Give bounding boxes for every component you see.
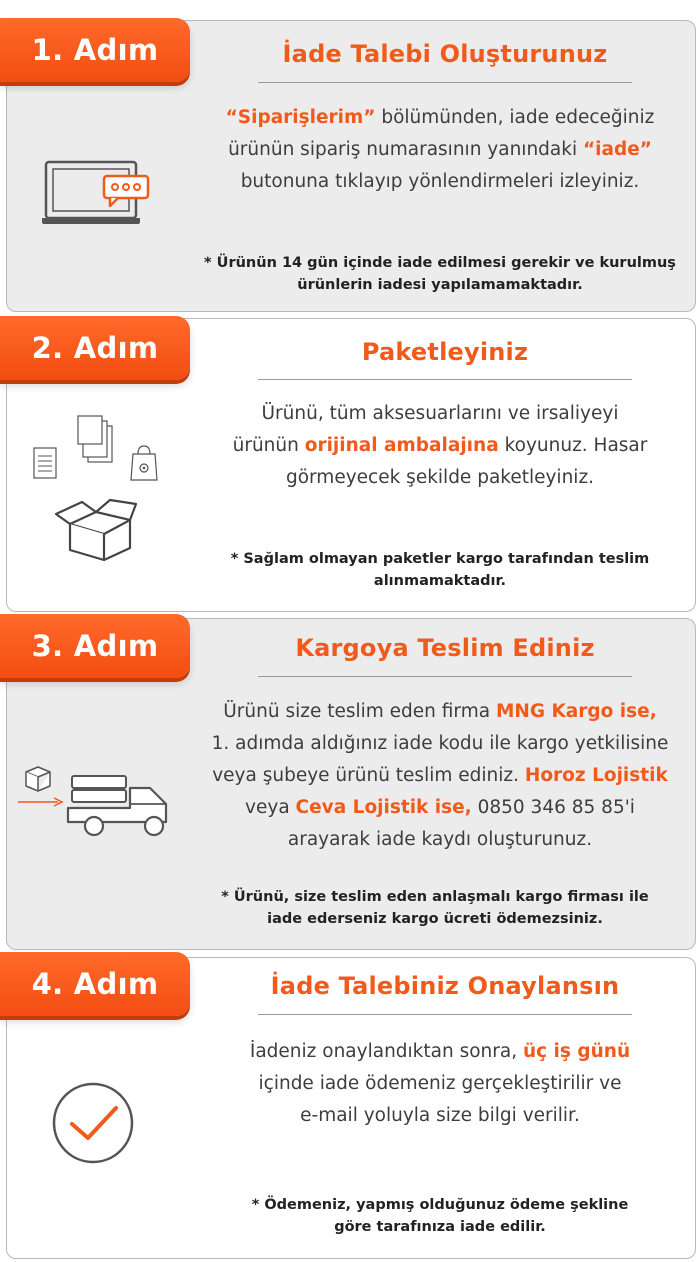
- step-3-note: * Ürünü, size teslim eden anlaşmalı kargo firması ile iade ederseniz kargo ücreti ödemezsiniz.: [221, 889, 649, 927]
- step-2-divider: [258, 379, 632, 380]
- step-2-badge: 2. Adım: [0, 316, 190, 380]
- step-1-badge: 1. Adım: [0, 18, 190, 82]
- step-3-badge: 3. Adım: [0, 614, 190, 678]
- step-3-divider: [258, 676, 632, 677]
- step-4-badge: 4. Adım: [0, 952, 190, 1016]
- packaging-icon: [30, 412, 165, 562]
- step-4-note: * Ödemeniz, yapmış olduğunuz ödeme şekline göre tarafınıza iade edilir.: [251, 1197, 629, 1235]
- step-2-title: Paketleyiniz: [361, 338, 529, 366]
- step-1-note: * Ürünün 14 gün içinde iade edilmesi gerekir ve kurulmuş ürünlerin iadesi yapılamamaktadır.: [204, 255, 676, 293]
- laptop-chat-icon: [40, 160, 152, 226]
- step-3-description: Ürünü size teslim eden firma MNG Kargo ise, 1. adımda aldığınız iade kodu ile kargo yetkilisine veya şubeye ürünü teslim ediniz. Horoz Lojistik veya Ceva Lojistik ise, 0850 346 85 85'i arayarak iade kaydı oluşturunuz.: [211, 701, 669, 850]
- step-4-description: İadeniz onaylandıktan sonra, üç iş günü içinde iade ödemeniz gerçekleştirilir ve e-mail yoluyla size bilgi verilir.: [249, 1041, 631, 1126]
- step-2-description: Ürünü, tüm aksesuarlarını ve irsaliyeyi ürünün orijinal ambalajına koyunuz. Hasar görmeyecek şekilde paketleyiniz.: [232, 403, 648, 488]
- step-4-divider: [258, 1014, 632, 1015]
- step-1-divider: [258, 82, 632, 83]
- checkmark-circle-icon: [50, 1080, 136, 1166]
- step-1-description: “Siparişlerim” bölümünden, iade edeceğiniz ürünün sipariş numarasının yanındaki “iade” butonuna tıklayıp yönlendirmeleri izleyiniz.: [225, 107, 655, 192]
- step-4-title: İade Talebiniz Onaylansın: [270, 972, 620, 1000]
- step-3-title: Kargoya Teslim Ediniz: [295, 634, 595, 662]
- delivery-truck-icon: [16, 764, 178, 844]
- step-2-note: * Sağlam olmayan paketler kargo tarafından teslim alınmamaktadır.: [230, 551, 650, 589]
- step-1-title: İade Talebi Oluşturunuz: [282, 40, 608, 68]
